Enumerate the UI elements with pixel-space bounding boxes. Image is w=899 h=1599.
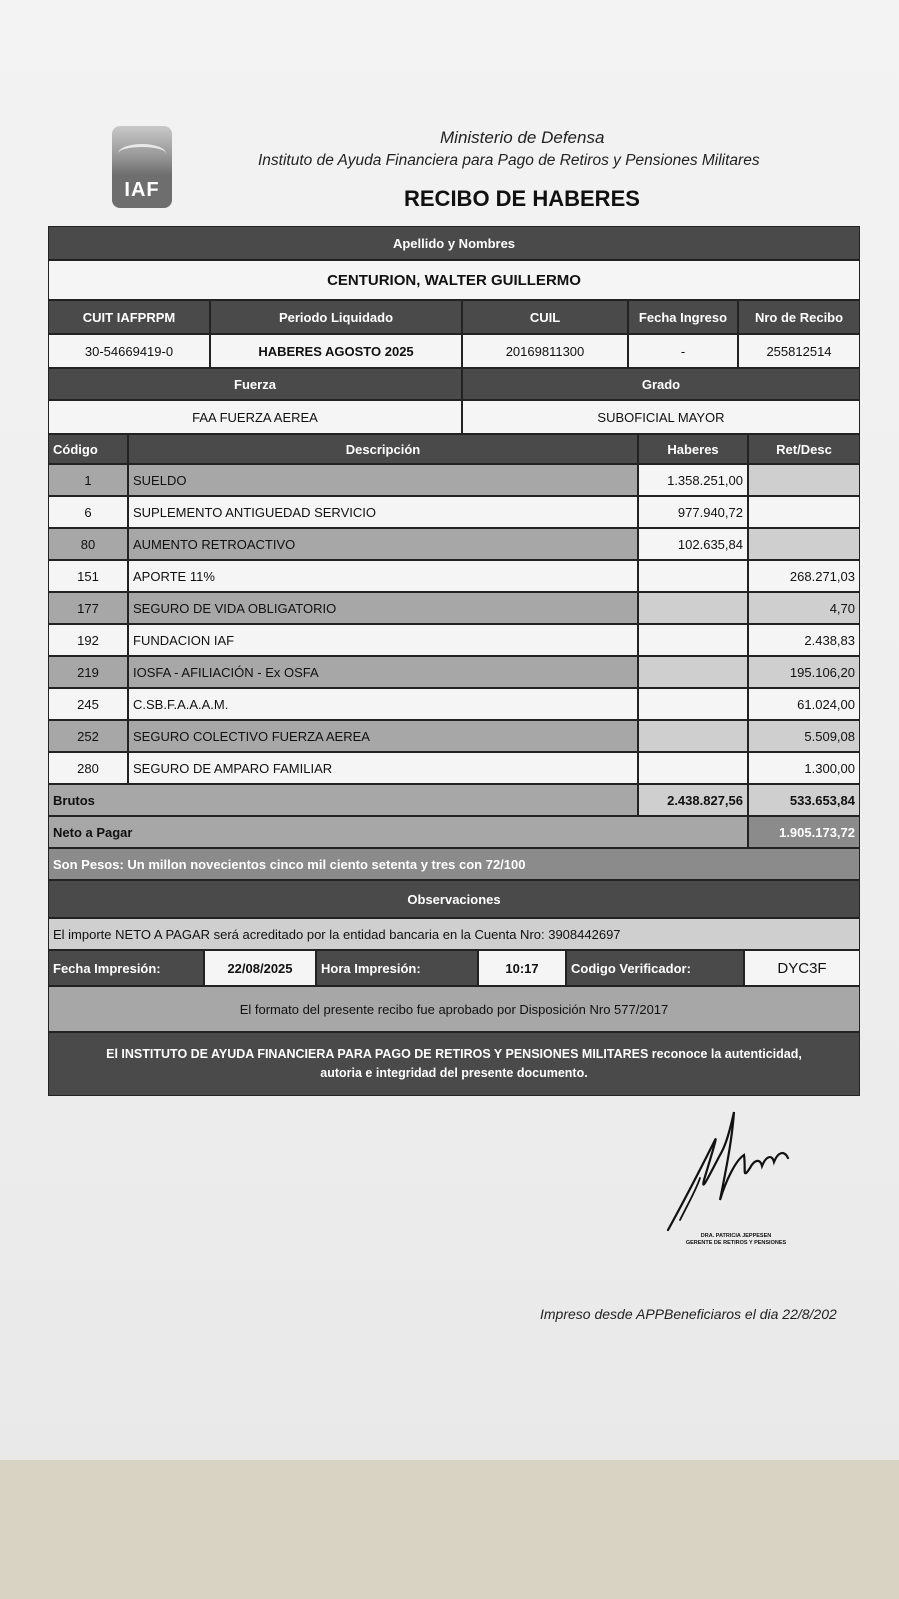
neto-label: Neto a Pagar bbox=[48, 816, 748, 848]
hora-impresion-value: 10:17 bbox=[478, 950, 566, 986]
item-haberes bbox=[638, 752, 748, 784]
fecha-impresion-value: 22/08/2025 bbox=[204, 950, 316, 986]
autenticidad-note bbox=[48, 1032, 860, 1096]
table-row bbox=[48, 752, 860, 784]
item-haberes bbox=[638, 656, 748, 688]
table-row bbox=[48, 720, 860, 752]
item-haberes bbox=[638, 624, 748, 656]
signer-title: GERENTE DE RETIROS Y PENSIONES bbox=[685, 1240, 787, 1246]
neto-value: 1.905.173,72 bbox=[748, 816, 860, 848]
item-haberes: 102.635,84 bbox=[638, 528, 748, 560]
item-codigo: 280 bbox=[48, 752, 128, 784]
table-row bbox=[48, 560, 860, 592]
grado-value: SUBOFICIAL MAYOR bbox=[462, 400, 860, 434]
haberes-header: Haberes bbox=[638, 434, 748, 464]
grado-label: Grado bbox=[462, 368, 860, 400]
item-codigo: 177 bbox=[48, 592, 128, 624]
item-haberes bbox=[638, 592, 748, 624]
hora-impresion-label: Hora Impresión: bbox=[316, 950, 478, 986]
ministry-name: Ministerio de Defensa bbox=[440, 128, 605, 147]
cuit-value: 30-54669419-0 bbox=[48, 334, 210, 368]
table-row bbox=[48, 464, 860, 496]
employee-name: CENTURION, WALTER GUILLERMO bbox=[48, 260, 860, 300]
table-row bbox=[48, 688, 860, 720]
item-codigo: 6 bbox=[48, 496, 128, 528]
item-codigo: 219 bbox=[48, 656, 128, 688]
observaciones-label: Observaciones bbox=[48, 880, 860, 918]
printed-from-note: Impreso desde APPBeneficiaros el dia 22/8/202 bbox=[540, 1306, 837, 1322]
periodo-label: Periodo Liquidado bbox=[210, 300, 462, 334]
item-retdesc bbox=[748, 496, 860, 528]
table-row bbox=[48, 496, 860, 528]
item-retdesc: 268.271,03 bbox=[748, 560, 860, 592]
codigo-verificador-label: Codigo Verificador: bbox=[566, 950, 744, 986]
item-haberes: 1.358.251,00 bbox=[638, 464, 748, 496]
item-descripcion: IOSFA - AFILIACIÓN - Ex OSFA bbox=[128, 656, 638, 688]
item-retdesc: 61.024,00 bbox=[748, 688, 860, 720]
document-title: RECIBO DE HABERES bbox=[404, 186, 640, 211]
item-descripcion: SEGURO DE AMPARO FAMILIAR bbox=[128, 752, 638, 784]
item-descripcion: FUNDACION IAF bbox=[128, 624, 638, 656]
item-retdesc: 1.300,00 bbox=[748, 752, 860, 784]
item-descripcion: SUPLEMENTO ANTIGUEDAD SERVICIO bbox=[128, 496, 638, 528]
item-descripcion: SEGURO DE VIDA OBLIGATORIO bbox=[128, 592, 638, 624]
item-descripcion: SUELDO bbox=[128, 464, 638, 496]
codigo-verificador-value: DYC3F bbox=[744, 950, 860, 986]
cuit-label: CUIT IAFPRPM bbox=[48, 300, 210, 334]
item-haberes bbox=[638, 688, 748, 720]
table-row bbox=[48, 592, 860, 624]
item-retdesc bbox=[748, 528, 860, 560]
nro-recibo-label: Nro de Recibo bbox=[738, 300, 860, 334]
cuil-value: 20169811300 bbox=[462, 334, 628, 368]
item-retdesc: 4,70 bbox=[748, 592, 860, 624]
item-descripcion: C.SB.F.A.A.A.M. bbox=[128, 688, 638, 720]
fuerza-value: FAA FUERZA AEREA bbox=[48, 400, 462, 434]
brutos-label: Brutos bbox=[48, 784, 638, 816]
item-haberes bbox=[638, 720, 748, 752]
item-codigo: 245 bbox=[48, 688, 128, 720]
signature-mark bbox=[660, 1100, 800, 1250]
fecha-impresion-label: Fecha Impresión: bbox=[48, 950, 204, 986]
signer-caption bbox=[666, 1233, 806, 1247]
table-row bbox=[48, 656, 860, 688]
fecha-ingreso-label: Fecha Ingreso bbox=[628, 300, 738, 334]
logo-text: IAF bbox=[124, 179, 160, 201]
item-retdesc: 195.106,20 bbox=[748, 656, 860, 688]
periodo-value: HABERES AGOSTO 2025 bbox=[210, 334, 462, 368]
item-retdesc: 5.509,08 bbox=[748, 720, 860, 752]
autenticidad-line-1: El INSTITUTO DE AYUDA FINANCIERA PARA PAGO DE RETIROS Y PENSIONES MILITARES reconoce la autenticidad, bbox=[106, 1047, 802, 1061]
brutos-haberes: 2.438.827,56 bbox=[638, 784, 748, 816]
item-descripcion: AUMENTO RETROACTIVO bbox=[128, 528, 638, 560]
fecha-ingreso-value: - bbox=[628, 334, 738, 368]
item-haberes: 977.940,72 bbox=[638, 496, 748, 528]
item-codigo: 151 bbox=[48, 560, 128, 592]
codigo-header: Código bbox=[48, 434, 128, 464]
institute-name: Instituto de Ayuda Financiera para Pago de Retiros y Pensiones Militares bbox=[258, 152, 760, 169]
item-haberes bbox=[638, 560, 748, 592]
table-row bbox=[48, 528, 860, 560]
iaf-logo bbox=[112, 126, 172, 208]
formato-note: El formato del presente recibo fue aprobado por Disposición Nro 577/2017 bbox=[48, 986, 860, 1032]
item-descripcion: SEGURO COLECTIVO FUERZA AEREA bbox=[128, 720, 638, 752]
signer-name: DRA. PATRICIA JEPPESEN bbox=[700, 1233, 772, 1239]
item-codigo: 252 bbox=[48, 720, 128, 752]
item-retdesc: 2.438,83 bbox=[748, 624, 860, 656]
item-descripcion: APORTE 11% bbox=[128, 560, 638, 592]
nro-recibo-value: 255812514 bbox=[738, 334, 860, 368]
autenticidad-line-2: autoria e integridad del presente documento. bbox=[320, 1066, 588, 1080]
descripcion-header: Descripción bbox=[128, 434, 638, 464]
name-label: Apellido y Nombres bbox=[48, 226, 860, 260]
brutos-retdesc: 533.653,84 bbox=[748, 784, 860, 816]
retdesc-header: Ret/Desc bbox=[748, 434, 860, 464]
cuil-label: CUIL bbox=[462, 300, 628, 334]
observaciones-text: El importe NETO A PAGAR será acreditado por la entidad bancaria en la Cuenta Nro: 3908442697 bbox=[48, 918, 860, 950]
son-pesos: Son Pesos: Un millon novecientos cinco mil ciento setenta y tres con 72/100 bbox=[48, 848, 860, 880]
item-codigo: 80 bbox=[48, 528, 128, 560]
table-row bbox=[48, 624, 860, 656]
item-codigo: 1 bbox=[48, 464, 128, 496]
item-retdesc bbox=[748, 464, 860, 496]
fuerza-label: Fuerza bbox=[48, 368, 462, 400]
item-codigo: 192 bbox=[48, 624, 128, 656]
